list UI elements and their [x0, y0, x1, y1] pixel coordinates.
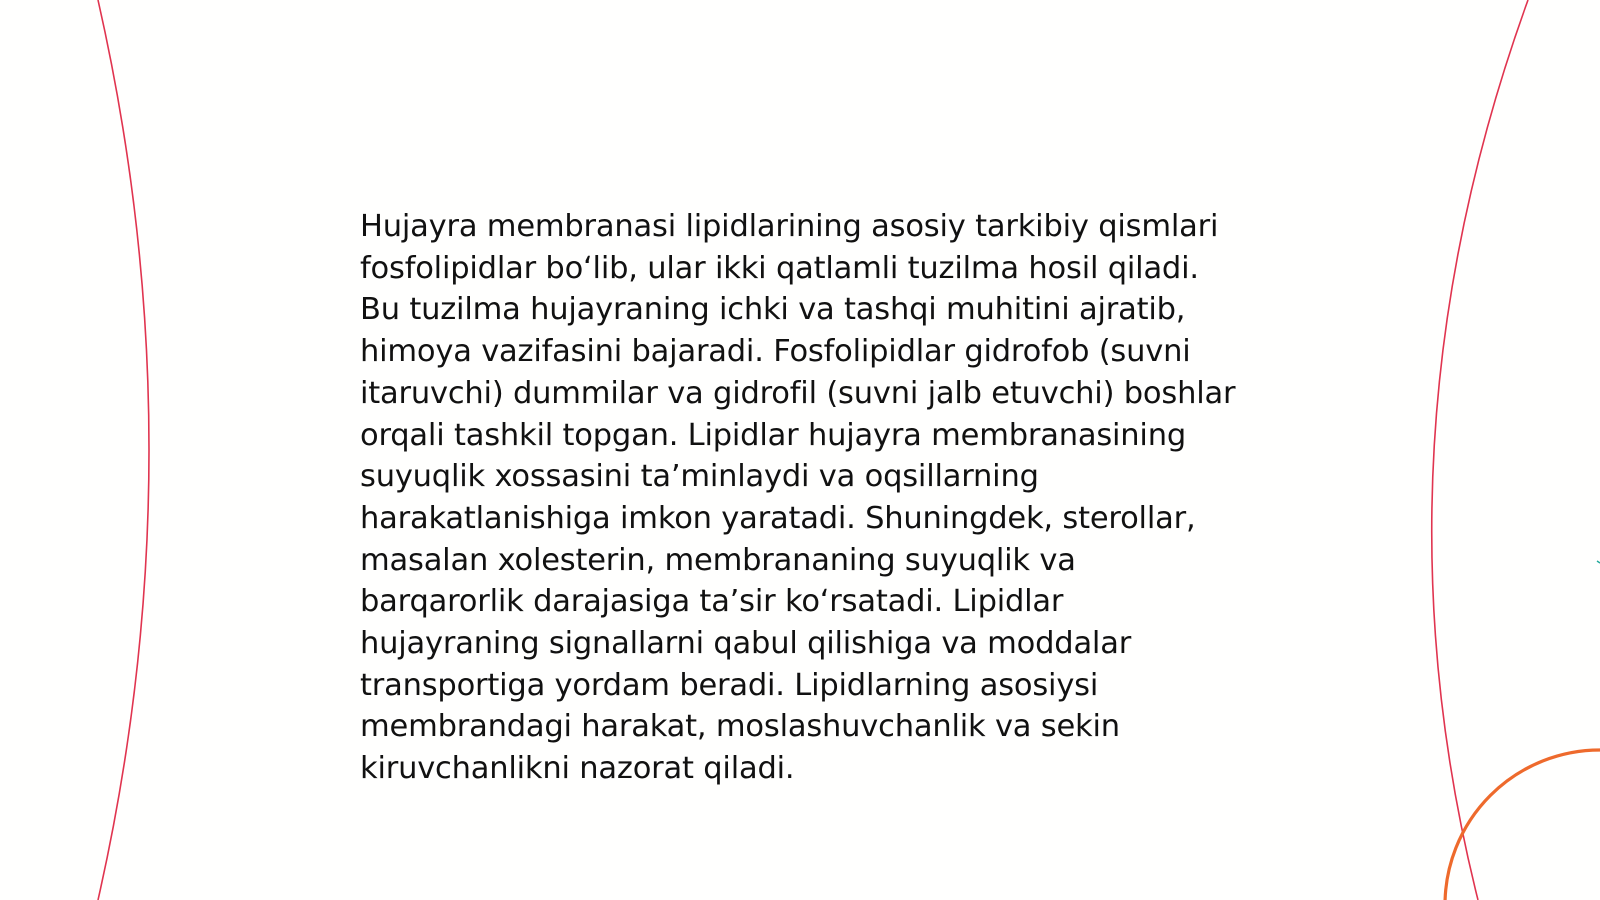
body-paragraph: Hujayra membranasi lipidlarining asosiy tarkibiy qismlari fosfolipidlar bo‘lib, ular ikki qatlamli tuzilma hosil qiladi. Bu tuzilma hujayraning ichki va tashqi muhitini ajratib, himoya vazifasini bajaradi. Fosfolipidlar gidrofob (suvni itaruvchi) dummilar va gidrofil (suvni jalb etuvchi) boshlar orqali tashkil topgan. Lipidlar hujayra membranasining suyuqlik xossasini ta’minlaydi va oqsillarning harakatlanishiga imkon yaratadi. Shuningdek, sterollar, masalan xolesterin, membrananing suyuqlik va barqarorlik darajasiga ta’sir ko‘rsatadi. Lipidlar hujayraning signallarni qabul qilishiga va moddalar transportiga yordam beradi. Lipidlarning asosiysi membrandagi harakat, moslashuvchanlik va sekin kiruvchanlikni nazorat qiladi.: [360, 209, 1236, 787]
left-curve-line: [98, 0, 149, 900]
right-curve-line: [1432, 0, 1528, 900]
corner-arc: [1445, 750, 1600, 900]
